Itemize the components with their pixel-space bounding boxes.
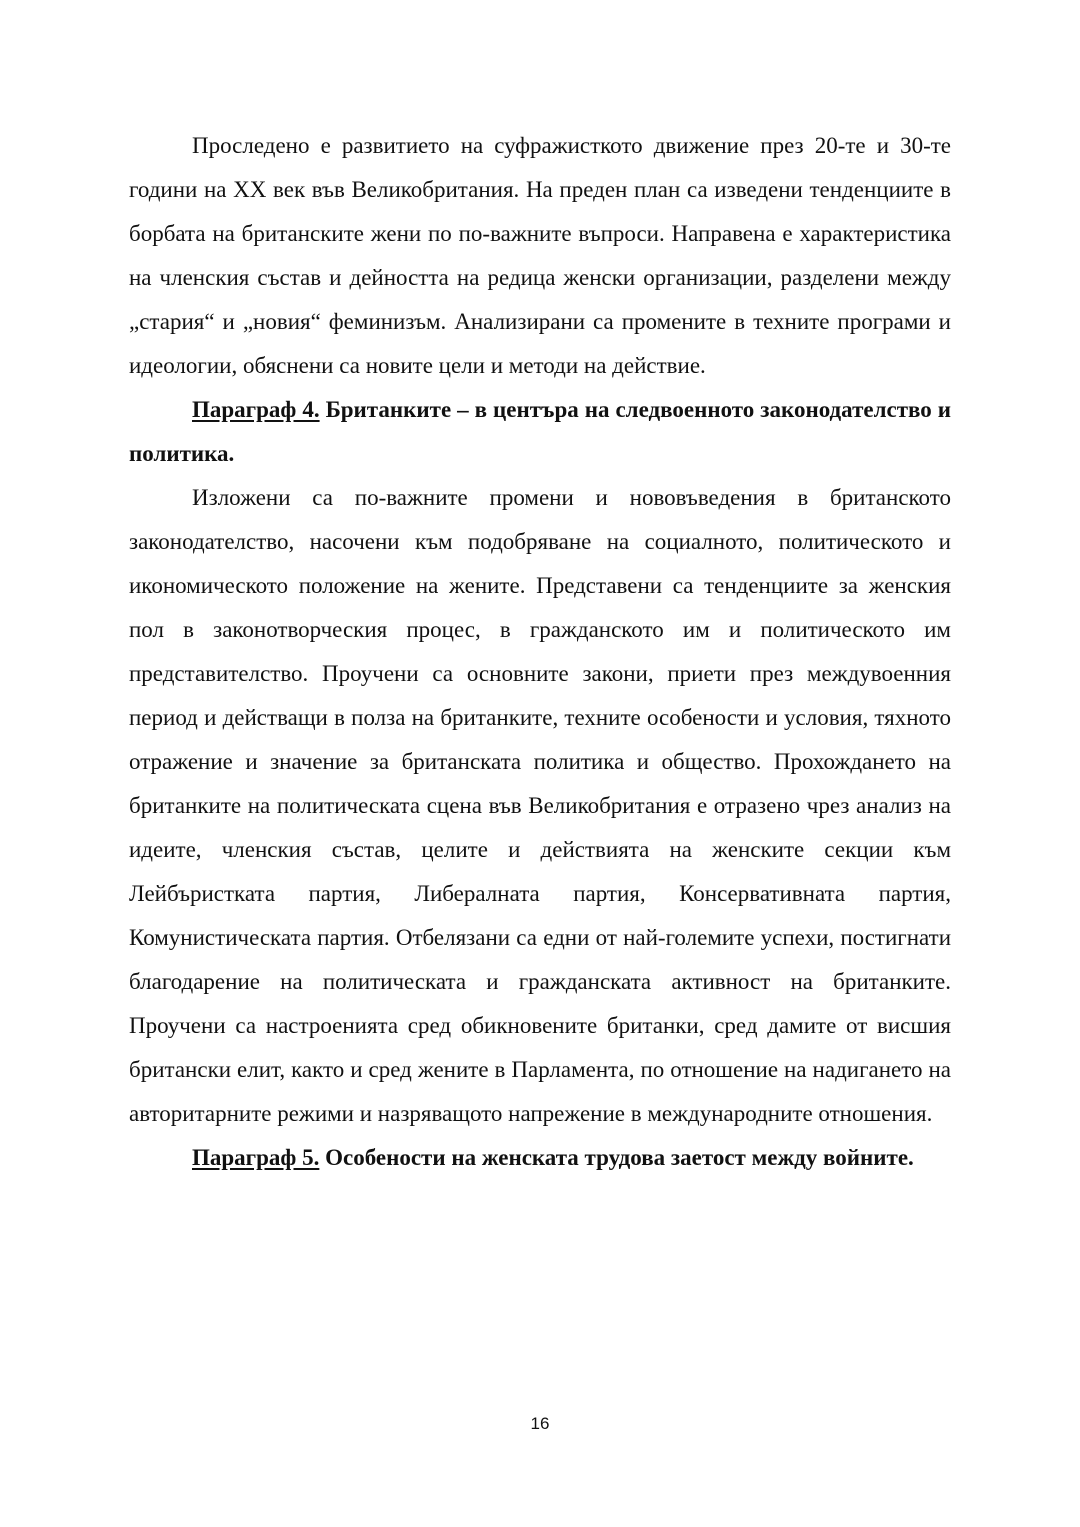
body-paragraph-suffrage: Проследено е развитието на суфражисткото движение през 20-те и 30-те години на XX век във Великобритания. На преден план са изведени тенденциите в борбата на британските жени по по-важните въпроси. Направена е характеристика на членския състав и дейността на редица женски организации, разделени между „стария“ и „новия“ феминизъм. Анализирани са промените в техните програми и идеологии, обяснени са новите цели и методи на действие.: [129, 133, 951, 378]
page-body: [129, 124, 951, 1180]
section-title: Особености на женската трудова заетост между войните.: [325, 1145, 914, 1170]
section-heading-paragraph-4: [129, 388, 951, 476]
page-number: 16: [530, 1414, 550, 1433]
section-number: Параграф 4.: [192, 397, 320, 422]
section-title: Британките – в центъра на следвоенното законодателство и политика.: [129, 397, 951, 466]
section-heading-paragraph-5: [129, 1136, 951, 1180]
body-paragraph-legislation: Изложени са по-важните промени и нововъведения в британското законодателство, насочени към подобряване на социалното, политическото и икономическото положение на жените. Представени са тенденциите за женския пол в законотворческия процес, в гражданското им и политическото им представителство. Проучени са основните закони, приети през междувоенния период и действащи в полза на британките, техните особености и условия, тяхното отражение и значение за британската политика и общество. Прохождането на британките на политическата сцена във Великобритания е отразено чрез анализ на идеите, членския състав, целите и действията на женските секции към Лейбъристката партия, Либералната партия, Консервативната партия, Комунистическата партия. Отбелязани са едни от най-големите успехи, постигнати благодарение на политическата и гражданската активност на британките. Проучени са настроенията сред обикновените британки, сред дамите от висшия британски елит, както и сред жените в Парламента, по отношение на надигането на авторитарните режими и назряващото напрежение в международните отношения.: [129, 485, 951, 1126]
section-number: Параграф 5.: [192, 1145, 320, 1170]
